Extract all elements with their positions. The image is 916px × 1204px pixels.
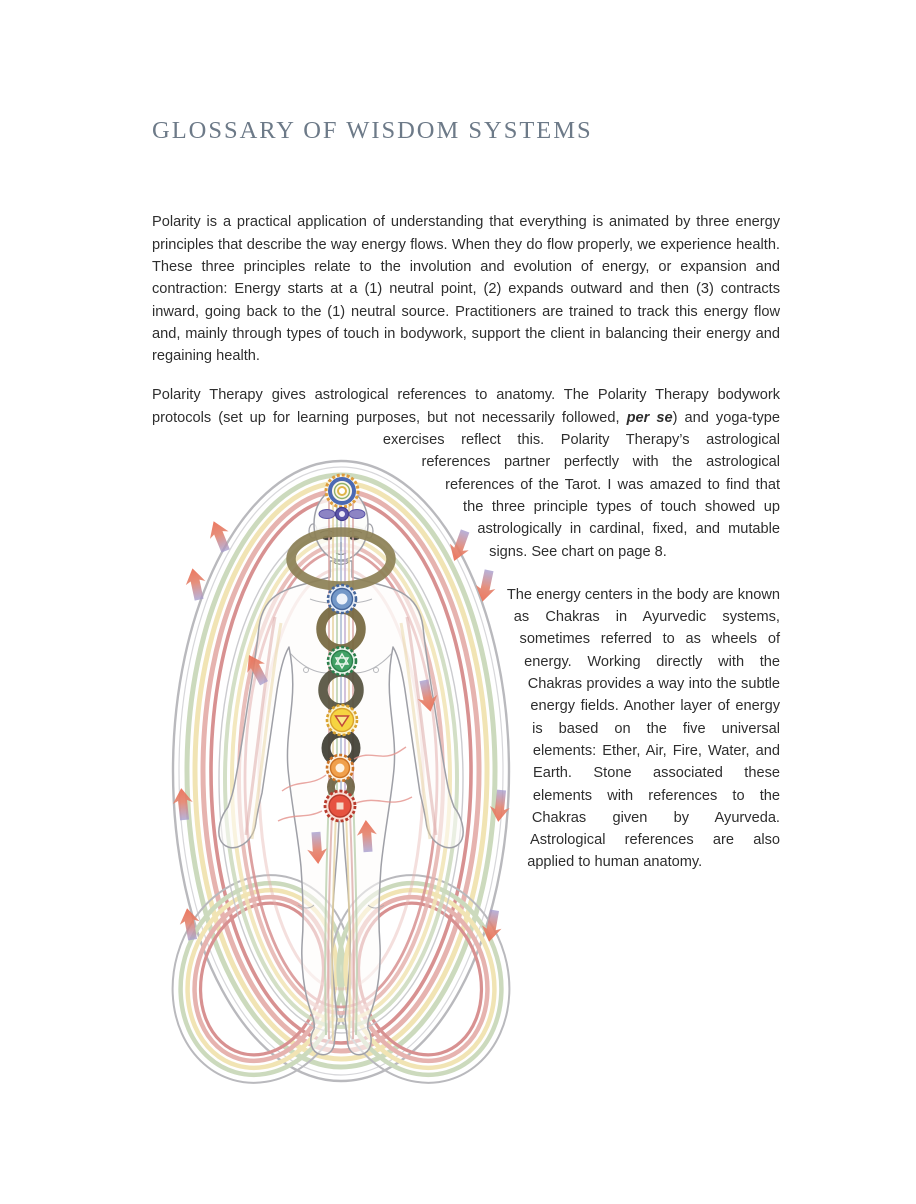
solar-plexus-chakra-icon bbox=[327, 705, 357, 735]
paragraph-chakras-elements: The energy centers in the body are known as Chakras in Ayurvedic systems, sometimes referred to as wheels of energy. Working directly with the Chakras provides a way into the subtle energy fields. Another layer of energy is based on the five universal elements: Ether, Air, Fire, Water, and Earth. Stone associated these elements with references to the Chakras given by Ayurveda. Astrological references are also applied to human anatomy. bbox=[506, 586, 780, 871]
page-title: GLOSSARY OF WISDOM SYSTEMS bbox=[152, 117, 593, 144]
paragraph-astrological-text-end: ) and yoga-type exercises reflect this. Polarity Therapy’s astrological references partner perfectly with the astrological references of the Tarot. I was amazed to find that the three principle types of touch showed up astrologically in cardinal, fixed, and mutable signs. See chart on page 8. bbox=[382, 409, 780, 560]
per-se-emphasis: per se bbox=[626, 409, 673, 426]
sacral-chakra-icon bbox=[327, 755, 353, 781]
paragraph-polarity-intro: Polarity is a practical application of understanding that everything is animated by three energy principles that describe the way energy flows. When they do flow properly, we experience health. These three principles relate to the involution and evolution of energy, or expansion and contraction: Energy starts at a (1) neutral point, (2) expands outward and then (3) contracts inward, going back to the (1) neutral source. Practitioners are trained to track this energy flow and, mainly through types of touch in bodywork, support the client in balancing their energy and regaining health. bbox=[152, 214, 780, 365]
heart-chakra-icon bbox=[328, 647, 356, 675]
root-chakra-icon bbox=[325, 791, 355, 821]
polarity-figure-illustration bbox=[170, 457, 522, 1087]
third-eye-chakra-icon bbox=[319, 508, 365, 521]
throat-chakra-icon bbox=[328, 585, 356, 613]
paragraph-astrological-text-start: Polarity Therapy gives astrological references to anatomy. The Polarity Therapy bodywork protocols (set up for learning purposes, but not necessarily followed, bbox=[152, 387, 780, 426]
crown-chakra-icon bbox=[326, 475, 358, 507]
